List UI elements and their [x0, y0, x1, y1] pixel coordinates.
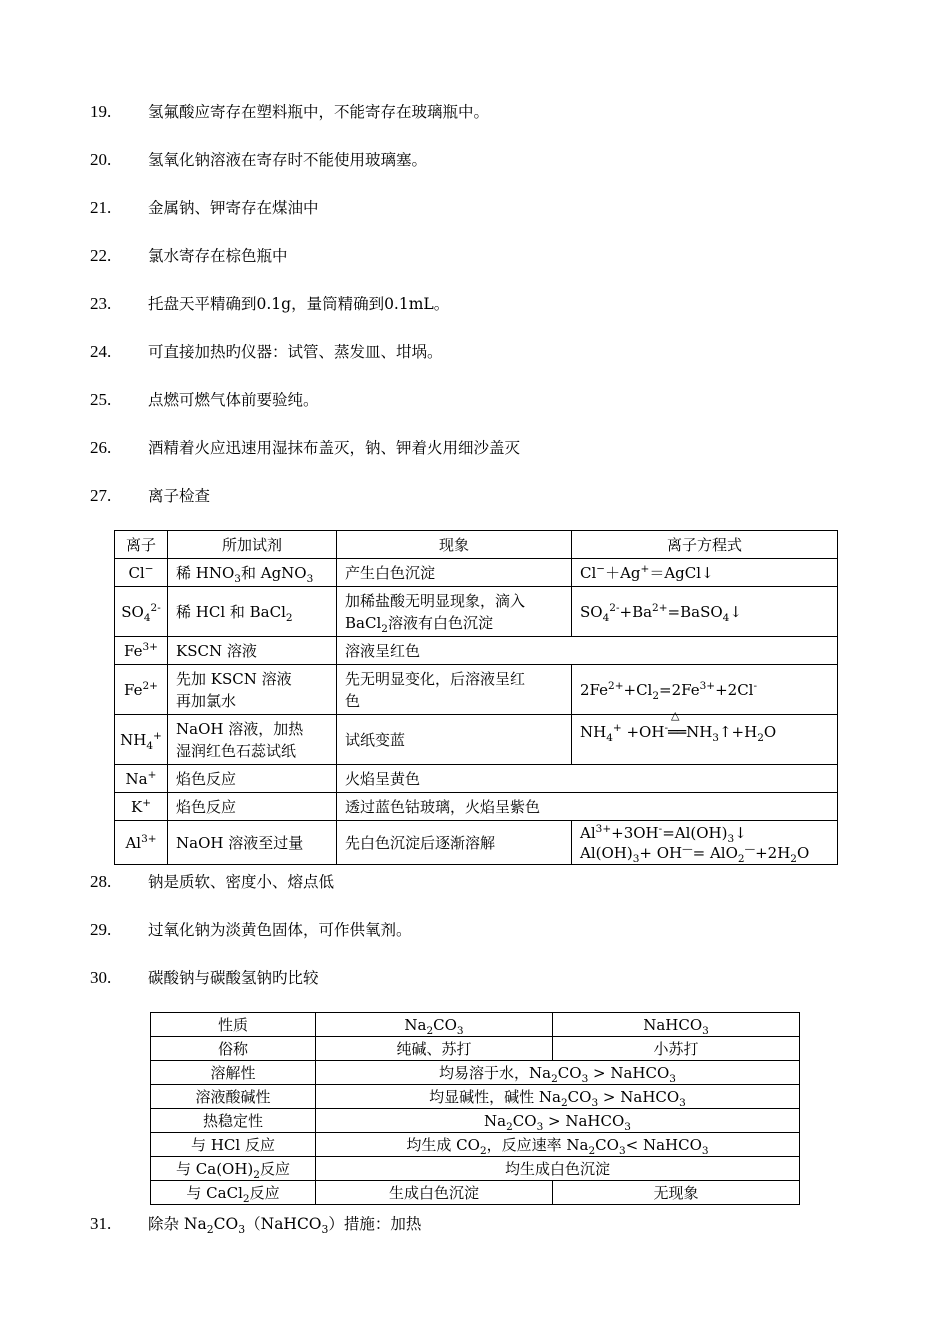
column-header: $Na_2CO_3$ [316, 1013, 553, 1037]
table-row [115, 665, 838, 715]
item-number: 19. [90, 102, 112, 121]
property-label: 溶液酸碱性 [151, 1085, 316, 1109]
table-row [115, 587, 838, 637]
list-item [0, 100, 950, 124]
reagent-cell: 先加 KSCN 溶液 再加氯水 [168, 665, 337, 715]
property-label: 与 $Ca(OH)_2$反应 [151, 1157, 316, 1181]
item-number: 30. [90, 968, 112, 987]
item-text: 氢氟酸应寄存在塑料瓶中，不能寄存在玻璃瓶中。 [148, 103, 490, 121]
phenomenon-cell: 先无明显变化，后溶液呈红 色 [337, 665, 572, 715]
column-header: 现象 [337, 531, 572, 559]
item-number: 28. [90, 872, 112, 891]
table-row [115, 559, 838, 587]
property-label: 热稳定性 [151, 1109, 316, 1133]
item-text: 可直接加热旳仪器：试管、蒸发皿、坩埚。 [148, 343, 443, 361]
item-text: 酒精着火应迅速用湿抹布盖灭，钠、钾着火用细沙盖灭 [148, 439, 521, 457]
ion-cell: K+ [115, 793, 168, 821]
table-cell: 小苏打 [553, 1037, 800, 1061]
list-item [0, 1212, 950, 1236]
table-row [151, 1133, 800, 1157]
item-number: 23. [90, 294, 112, 313]
reagent-cell: NaOH 溶液至过量 [168, 821, 337, 865]
column-header: 离子方程式 [572, 531, 838, 559]
item-number: 22. [90, 246, 112, 265]
item-number: 20. [90, 150, 112, 169]
table-row [151, 1181, 800, 1205]
reagent-cell: 焰色反应 [168, 793, 337, 821]
list-item [0, 196, 950, 220]
reagent-cell: 稀 $HNO_3$和 AgNO$_3$ [168, 559, 337, 587]
item-number: 21. [90, 198, 112, 217]
list-item [0, 966, 950, 990]
phenomenon-cell: 试纸变蓝 [337, 715, 572, 765]
table-row [115, 715, 838, 765]
item-text: 除杂 $Na_2CO_3(NaHCO_3)$措施：加热 [148, 1215, 422, 1237]
heat-triangle-icon: △ [671, 709, 680, 722]
item-text: 碳酸钠与碳酸氢钠旳比较 [148, 969, 319, 987]
table-row [115, 821, 838, 865]
table-cell: $Na_2CO_3$ > NaHCO$_3$ [316, 1109, 800, 1133]
carbonate-comparison-table [150, 1012, 800, 1205]
item-text: 氢氧化钠溶液在寄存时不能使用玻璃塞。 [148, 151, 428, 169]
phenomenon-cell: 溶液呈红色 [337, 637, 838, 665]
property-label: 溶解性 [151, 1061, 316, 1085]
table-row [151, 1061, 800, 1085]
equation-cell: $Al^{3+}+3OH^-=Al(OH)_3↓$ $Al(OH)_3+ OH^—= AlO_2^—+2H_2O$ [572, 821, 838, 865]
item-number: 29. [90, 920, 112, 939]
item-text: 点燃可燃气体前要验纯。 [148, 391, 319, 409]
list-item [0, 340, 950, 364]
equation-cell: Cl−＋Ag+＝AgCl↓ [572, 559, 838, 587]
table-cell: 均易溶于水，$Na_2CO_3$ > NaHCO$_3$ [316, 1061, 800, 1085]
item-text: 过氧化钠为淡黄色固体，可作供氧剂。 [148, 921, 412, 939]
ion-cell: $Al^{3+}$ [115, 821, 168, 865]
ion-cell: Cl− [115, 559, 168, 587]
reagent-cell: 焰色反应 [168, 765, 337, 793]
phenomenon-cell: 透过蓝色钴玻璃，火焰呈紫色 [337, 793, 838, 821]
item-number: 31. [90, 1214, 112, 1233]
item-text: 金属钠、钾寄存在煤油中 [148, 199, 319, 217]
list-item [0, 484, 950, 508]
item-number: 26. [90, 438, 112, 457]
table-row [115, 793, 838, 821]
equation-cell: $SO_4^{2-}+Ba^{2+}=BaSO_4↓$ [572, 587, 838, 637]
table-cell: 均显碱性，碱性 $Na_2CO_3$ > NaHCO$_3$ [316, 1085, 800, 1109]
ion-cell: $SO_4^{2-}$ [115, 587, 168, 637]
ion-cell: $Fe^{3+}$ [115, 637, 168, 665]
list-item [0, 148, 950, 172]
table-header-row [151, 1013, 800, 1037]
reagent-cell: 稀 HCl 和 BaCl$_2$ [168, 587, 337, 637]
item-number: 27. [90, 486, 112, 505]
item-text: 离子检查 [148, 487, 211, 505]
property-label: 与 HCl 反应 [151, 1133, 316, 1157]
table-cell: 均生成 $CO_2$，反应速率 $Na_2CO_3<$ NaHCO$_3$ [316, 1133, 800, 1157]
item-text: 氯水寄存在棕色瓶中 [148, 247, 288, 265]
phenomenon-cell: 加稀盐酸无明显现象，滴入 BaCl$_2$溶液有白色沉淀 [337, 587, 572, 637]
list-item [0, 436, 950, 460]
equation-cell: $2Fe^{2+}+Cl_2=2Fe^{3+}+2Cl^-$ [572, 665, 838, 715]
ion-cell: $Fe^{2+}$ [115, 665, 168, 715]
property-label: 与 CaCl$_2$反应 [151, 1181, 316, 1205]
item-text: 钠是质软、密度小、熔点低 [148, 873, 335, 891]
list-item [0, 918, 950, 942]
table-row [151, 1109, 800, 1133]
reagent-cell: KSCN 溶液 [168, 637, 337, 665]
ion-cell: $NH_4^+$ [115, 715, 168, 765]
table-row [151, 1037, 800, 1061]
ion-cell: Na+ [115, 765, 168, 793]
table-header-row [115, 531, 838, 559]
table-row [115, 637, 838, 665]
list-item [0, 388, 950, 412]
heating-sign: △ ══ [668, 709, 687, 741]
table-row [151, 1085, 800, 1109]
column-header: 性质 [151, 1013, 316, 1037]
table-row [151, 1157, 800, 1181]
phenomenon-cell: 火焰呈黄色 [337, 765, 838, 793]
phenomenon-cell: 先白色沉淀后逐渐溶解 [337, 821, 572, 865]
reagent-cell: NaOH 溶液，加热 湿润红色石蕊试纸 [168, 715, 337, 765]
column-header: 所加试剂 [168, 531, 337, 559]
item-text: 托盘天平精确到0.1g，量筒精确到0.1mL。 [148, 295, 450, 313]
list-item [0, 244, 950, 268]
list-item [0, 870, 950, 894]
table-cell: 生成白色沉淀 [316, 1181, 553, 1205]
property-label: 俗称 [151, 1037, 316, 1061]
column-header: NaHCO$_3$ [553, 1013, 800, 1037]
phenomenon-cell: 产生白色沉淀 [337, 559, 572, 587]
item-number: 25. [90, 390, 112, 409]
equation-cell: $NH_4^+ +OH^-$ △ $══NH_3↑+H_2O$ [572, 715, 838, 765]
table-cell: 无现象 [553, 1181, 800, 1205]
table-cell: 均生成白色沉淀 [316, 1157, 800, 1181]
item-number: 24. [90, 342, 112, 361]
table-row [115, 765, 838, 793]
table-cell: 纯碱、苏打 [316, 1037, 553, 1061]
list-item [0, 292, 950, 316]
column-header: 离子 [115, 531, 168, 559]
ion-test-table [114, 530, 838, 865]
